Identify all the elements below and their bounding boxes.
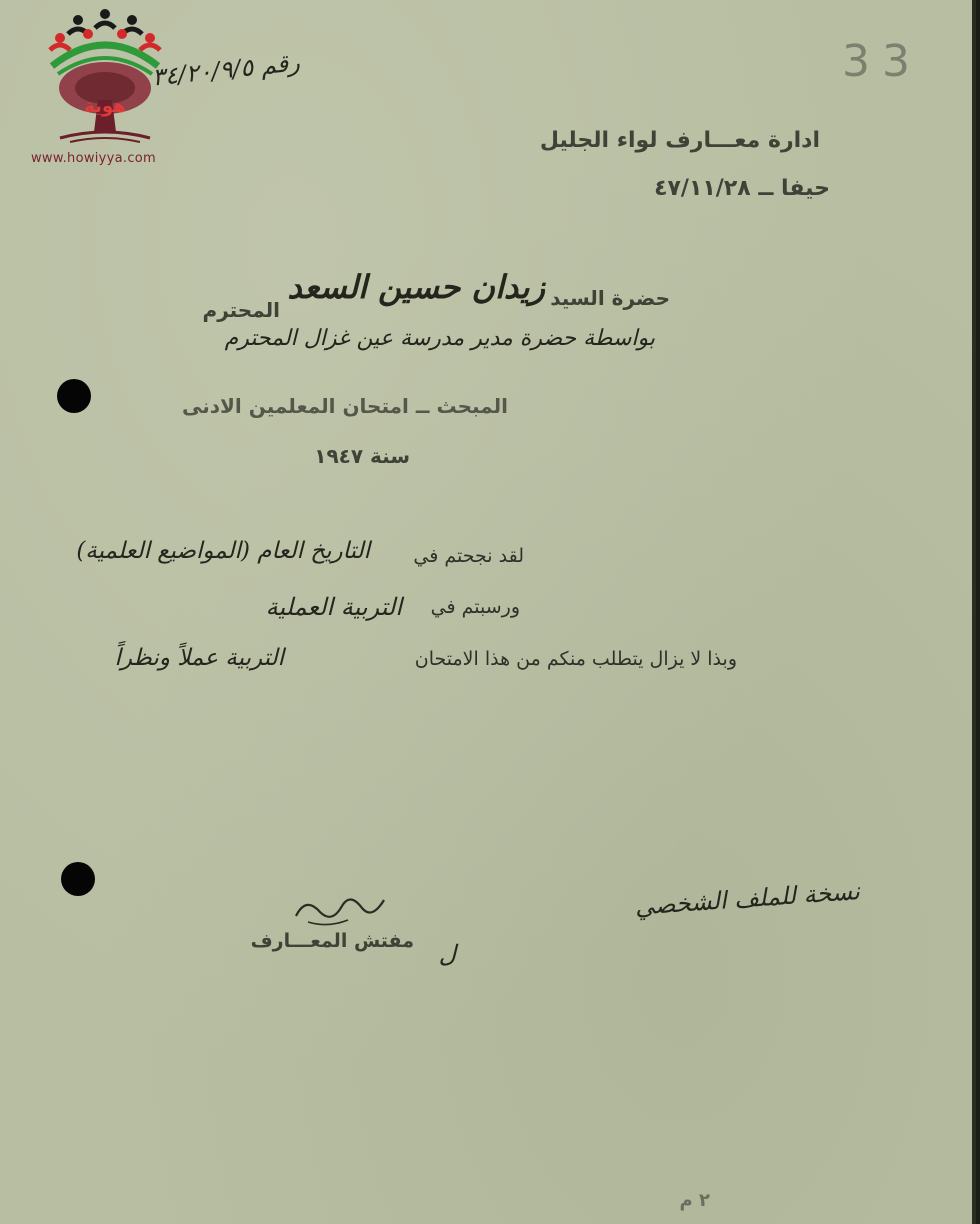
signature-title: مفتش المعـــارف (250, 930, 414, 952)
reference-number: رقم ٣٤/٢٠/٩/٥ (150, 48, 302, 92)
recipient-suffix: المحترم (202, 298, 280, 322)
copy-note: نسخة للملف الشخصي (634, 877, 861, 921)
body-line3-handwritten: التربية عملاً ونظراً (114, 645, 284, 671)
footer-code: ٢ م (679, 1190, 710, 1211)
page-number: 33 (842, 36, 922, 87)
punch-hole-top (57, 379, 91, 413)
body-line2-typed: ورسبتم في (430, 596, 520, 618)
watermark-url: www.howiyya.com (31, 151, 157, 166)
body-line3-typed: وبذا لا يزال يتطلب منكم من هذا الامتحان (414, 648, 737, 670)
recipient-prefix: حضرة السيد (550, 286, 670, 310)
recipient-via: بواسطة حضرة مدير مدرسة عين غزال المحترم (224, 326, 655, 351)
signature-mark: ل (438, 940, 456, 968)
place-date: حيفا ــ ٤٧/١١/٢٨ (654, 176, 830, 201)
body-line2-handwritten: التربية العملية (265, 593, 402, 621)
office-header: ادارة معـــارف لواء الجليل (539, 128, 820, 153)
subject-line: المبحث ــ امتحان المعلمين الادنى (182, 394, 508, 418)
recipient-name: زيدان حسين السعد (287, 268, 545, 306)
subject-year: سنة ١٩٤٧ (314, 444, 410, 468)
punch-hole-bottom (61, 862, 95, 896)
scan-edge (972, 0, 976, 1224)
logo-wordmark: هوية (84, 96, 126, 117)
body-line1-typed: لقد نجحتم في (413, 545, 524, 567)
handwritten-signature (288, 886, 388, 930)
body-line1-handwritten: التاريخ العام (المواضيع العلمية) (76, 538, 370, 564)
